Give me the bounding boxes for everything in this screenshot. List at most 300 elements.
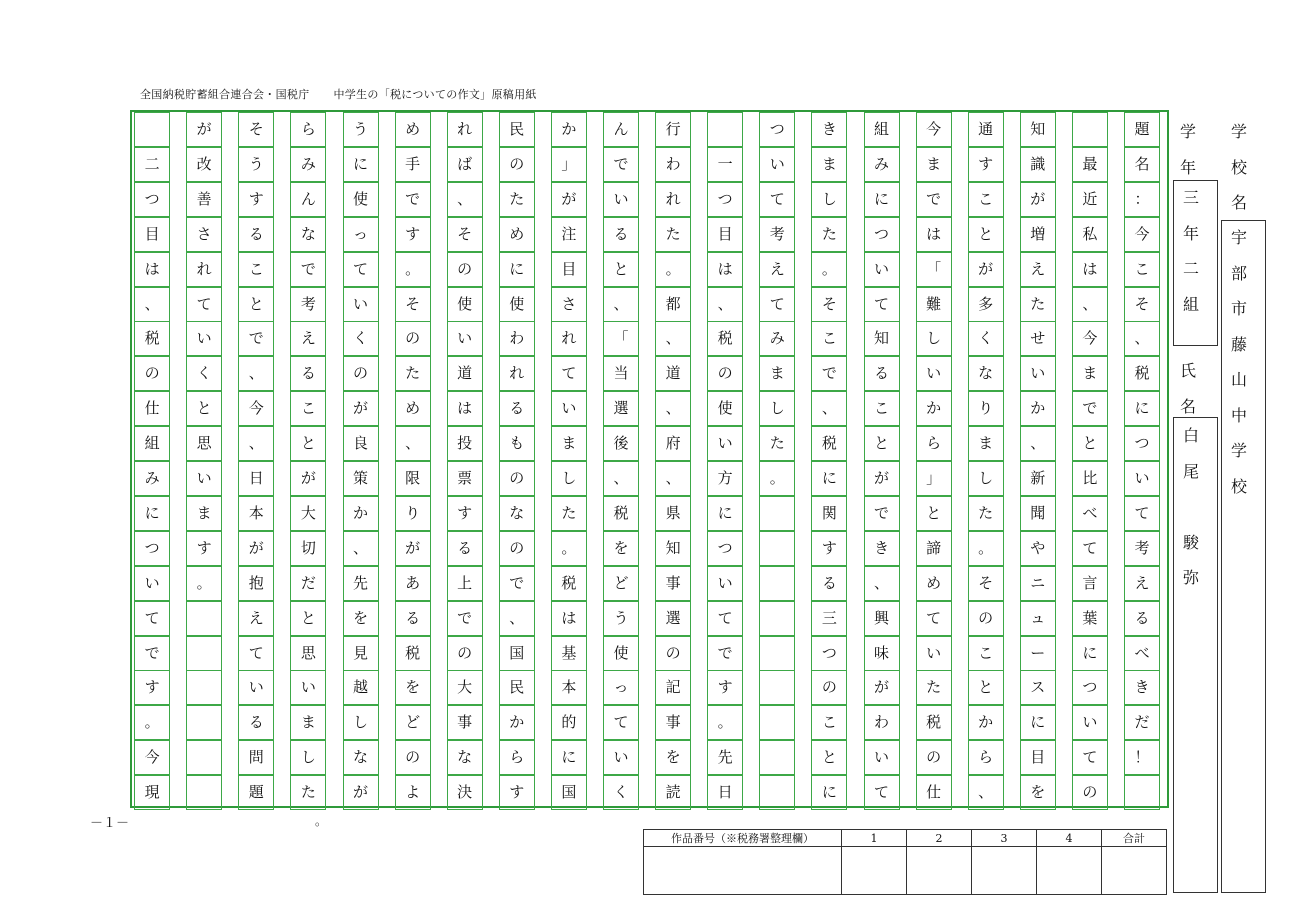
manuscript-cell: 、 (811, 391, 847, 426)
manuscript-cell: 仕 (134, 391, 170, 426)
manuscript-cell: る (499, 391, 535, 426)
manuscript-cell: た (499, 182, 535, 217)
manuscript-cell: 事 (447, 705, 483, 740)
manuscript-cell: に (811, 461, 847, 496)
manuscript-cell: が (968, 252, 1004, 287)
manuscript-cell: あ (395, 566, 431, 601)
manuscript-cell: 使 (447, 287, 483, 322)
manuscript-cell: い (916, 356, 952, 391)
manuscript-cell: た (655, 217, 691, 252)
manuscript-cell: 、 (864, 566, 900, 601)
manuscript-cell: し (290, 740, 326, 775)
manuscript-cell: す (707, 670, 743, 705)
manuscript-cell (759, 636, 795, 671)
form-header (140, 86, 537, 102)
manuscript-cell: 知 (864, 321, 900, 356)
manuscript-cell: だ (290, 566, 326, 601)
manuscript-cell: 題 (1124, 112, 1160, 147)
manuscript-cell: か (968, 705, 1004, 740)
manuscript-cell: は (707, 252, 743, 287)
manuscript-cell: い (864, 740, 900, 775)
manuscript-cell: な (343, 740, 379, 775)
manuscript-cell: 最 (1072, 147, 1108, 182)
manuscript-cell: め (395, 391, 431, 426)
manuscript-cell: 行 (655, 112, 691, 147)
manuscript-cell: 都 (655, 287, 691, 322)
manuscript-cell: が (1020, 182, 1056, 217)
manuscript-cell: 投 (447, 426, 483, 461)
manuscript-cell: 読 (655, 775, 691, 810)
manuscript-cell: 府 (655, 426, 691, 461)
manuscript-cell: の (1072, 775, 1108, 810)
manuscript-cell: て (238, 636, 274, 671)
work-number-cell-1[interactable] (842, 847, 907, 895)
manuscript-cell: 思 (186, 426, 222, 461)
manuscript-cell: り (395, 496, 431, 531)
manuscript-cell: そ (447, 217, 483, 252)
work-number-header-2: 2 (907, 830, 972, 847)
manuscript-cell: だ (1124, 705, 1160, 740)
manuscript-cell: め (499, 217, 535, 252)
manuscript-cell: 使 (343, 182, 379, 217)
manuscript-cell: め (395, 112, 431, 147)
manuscript-cell: な (499, 496, 535, 531)
manuscript-cell: 。 (707, 705, 743, 740)
manuscript-cell: 今 (1072, 321, 1108, 356)
manuscript-cell: 、 (447, 182, 483, 217)
manuscript-cell: う (238, 147, 274, 182)
manuscript-cell: で (707, 636, 743, 671)
manuscript-cell: 税 (811, 426, 847, 461)
manuscript-cell: 抱 (238, 566, 274, 601)
manuscript-cell: 記 (655, 670, 691, 705)
manuscript-cell: な (447, 740, 483, 775)
manuscript-cell: い (186, 321, 222, 356)
manuscript-cell: こ (1124, 252, 1160, 287)
manuscript-cell (707, 112, 743, 147)
manuscript-cell: る (447, 531, 483, 566)
manuscript-cell: が (864, 670, 900, 705)
manuscript-cell: て (603, 705, 639, 740)
manuscript-cell: に (1072, 636, 1108, 671)
manuscript-cell: の (499, 461, 535, 496)
manuscript-cell: 難 (916, 287, 952, 322)
name-value: 白 尾 駿 弥 (1183, 426, 1200, 587)
manuscript-cell: な (968, 356, 1004, 391)
manuscript-cell: え (1020, 252, 1056, 287)
manuscript-cell: 大 (447, 670, 483, 705)
manuscript-cell: す (968, 147, 1004, 182)
manuscript-cell: て (864, 775, 900, 810)
manuscript-cell: た (290, 775, 326, 810)
manuscript-cell: 。 (968, 531, 1004, 566)
manuscript-cell: い (447, 321, 483, 356)
manuscript-cell: 。 (811, 252, 847, 287)
work-number-header-1: 1 (842, 830, 907, 847)
manuscript-cell: る (603, 217, 639, 252)
organization-name: 全国納税貯蓄組合連合会・国税庁 (140, 88, 310, 101)
manuscript-cell: 」 (916, 461, 952, 496)
manuscript-cell: で (238, 321, 274, 356)
work-number-cell-total[interactable] (1102, 847, 1167, 895)
manuscript-cell: 本 (238, 496, 274, 531)
manuscript-cell: に (707, 496, 743, 531)
manuscript-cell: え (290, 321, 326, 356)
manuscript-cell: 「 (603, 321, 639, 356)
manuscript-cell: る (238, 217, 274, 252)
manuscript-cell: か (499, 705, 535, 740)
name-label: 氏 名 (1180, 361, 1197, 416)
manuscript-cell: す (186, 531, 222, 566)
manuscript-cell: し (916, 321, 952, 356)
manuscript-cell: し (551, 461, 587, 496)
manuscript-cell: る (1124, 601, 1160, 636)
manuscript-cell: は (447, 391, 483, 426)
manuscript-cell: で (864, 496, 900, 531)
manuscript-cell: で (603, 147, 639, 182)
manuscript-cell: こ (811, 705, 847, 740)
manuscript-cell: 考 (759, 217, 795, 252)
manuscript-cell: 。 (186, 566, 222, 601)
manuscript-cell: と (916, 496, 952, 531)
manuscript-cell: 増 (1020, 217, 1056, 252)
manuscript-cell: つ (707, 182, 743, 217)
manuscript-cell: め (916, 566, 952, 601)
manuscript-cell: ス (1020, 670, 1056, 705)
manuscript-cell: と (290, 426, 326, 461)
manuscript-cell: 通 (968, 112, 1004, 147)
stray-mark: 。 (315, 814, 328, 828)
manuscript-cell: 言 (1072, 566, 1108, 601)
manuscript-cell: と (864, 426, 900, 461)
manuscript-cell: 仕 (916, 775, 952, 810)
manuscript-cell: で (916, 182, 952, 217)
manuscript-cell: の (499, 147, 535, 182)
manuscript-cell: ん (290, 182, 326, 217)
manuscript-cell: そ (968, 566, 1004, 601)
manuscript-cell: ら (499, 740, 535, 775)
manuscript-cell: す (134, 670, 170, 705)
manuscript-cell: す (395, 217, 431, 252)
manuscript-cell: を (655, 740, 691, 775)
manuscript-cell: し (759, 391, 795, 426)
manuscript-cell: さ (551, 287, 587, 322)
manuscript-cell: っ (603, 670, 639, 705)
manuscript-cell: 考 (290, 287, 326, 322)
manuscript-cell: で (811, 356, 847, 391)
manuscript-cell: す (811, 531, 847, 566)
manuscript-cell: が (238, 531, 274, 566)
manuscript-cell: と (968, 217, 1004, 252)
manuscript-cell: 、 (603, 287, 639, 322)
manuscript-cell: ま (290, 705, 326, 740)
manuscript-cell: が (551, 182, 587, 217)
manuscript-cell: は (1072, 252, 1108, 287)
manuscript-cell: 組 (864, 112, 900, 147)
manuscript-cell: つ (134, 182, 170, 217)
manuscript-cell (759, 496, 795, 531)
manuscript-cell: た (916, 670, 952, 705)
manuscript-cell: に (551, 740, 587, 775)
manuscript-cell: つ (864, 217, 900, 252)
manuscript-cell: を (395, 670, 431, 705)
manuscript-cell: ら (916, 426, 952, 461)
manuscript-grid-frame (130, 110, 1169, 808)
manuscript-cell: た (395, 356, 431, 391)
manuscript-cell (1072, 112, 1108, 147)
manuscript-cell: 後 (603, 426, 639, 461)
manuscript-cell: 、 (134, 287, 170, 322)
manuscript-cell: 目 (134, 217, 170, 252)
grade-value: 三 年 二 組 (1183, 188, 1200, 314)
manuscript-cell: 大 (290, 496, 326, 531)
manuscript-cell: し (343, 705, 379, 740)
manuscript-cell: 改 (186, 147, 222, 182)
manuscript-cell: の (499, 531, 535, 566)
manuscript-cell: 今 (916, 112, 952, 147)
manuscript-cell: い (603, 182, 639, 217)
manuscript-cell: た (551, 496, 587, 531)
manuscript-cell: い (551, 391, 587, 426)
manuscript-cell: わ (499, 321, 535, 356)
manuscript-cell: 本 (551, 670, 587, 705)
manuscript-cell: の (395, 321, 431, 356)
manuscript-cell: 興 (864, 601, 900, 636)
manuscript-cell: 知 (655, 531, 691, 566)
manuscript-cell: す (499, 775, 535, 810)
work-number-cell-2[interactable] (907, 847, 972, 895)
manuscript-cell: み (759, 321, 795, 356)
manuscript-cell: 見 (343, 636, 379, 671)
manuscript-cell: 、 (1072, 287, 1108, 322)
manuscript-cell: に (864, 182, 900, 217)
manuscript-cell: 近 (1072, 182, 1108, 217)
manuscript-cell: い (707, 566, 743, 601)
manuscript-cell: 事 (655, 705, 691, 740)
manuscript-cell: れ (186, 252, 222, 287)
manuscript-cell: 二 (134, 147, 170, 182)
manuscript-cell: す (238, 182, 274, 217)
manuscript-cell: で (499, 566, 535, 601)
manuscript-cell: の (811, 670, 847, 705)
manuscript-cell: こ (811, 321, 847, 356)
manuscript-cell: 注 (551, 217, 587, 252)
manuscript-cell: こ (864, 391, 900, 426)
manuscript-cell: べ (1072, 496, 1108, 531)
manuscript-cell: こ (238, 252, 274, 287)
manuscript-cell: は (916, 217, 952, 252)
manuscript-cell: み (134, 461, 170, 496)
manuscript-cell: く (186, 356, 222, 391)
manuscript-cell: ら (968, 740, 1004, 775)
work-number-cell-4[interactable] (1037, 847, 1102, 895)
manuscript-cell: い (1124, 461, 1160, 496)
manuscript-cell: 道 (447, 356, 483, 391)
manuscript-cell: つ (1072, 670, 1108, 705)
page-number: －１－ (90, 816, 130, 831)
manuscript-cell: く (603, 775, 639, 810)
manuscript-cell: の (707, 356, 743, 391)
manuscript-cell: こ (968, 636, 1004, 671)
manuscript-cell: い (238, 670, 274, 705)
manuscript-cell: た (811, 217, 847, 252)
manuscript-cell: が (864, 461, 900, 496)
manuscript-cell: が (343, 391, 379, 426)
manuscript-cell: 、 (238, 426, 274, 461)
manuscript-cell: か (916, 391, 952, 426)
manuscript-cell: に (1124, 391, 1160, 426)
manuscript-cell: わ (655, 147, 691, 182)
manuscript-cell: き (864, 531, 900, 566)
manuscript-cell: 。 (759, 461, 795, 496)
manuscript-cell: り (968, 391, 1004, 426)
manuscript-cell: 当 (603, 356, 639, 391)
manuscript-cell: ま (186, 496, 222, 531)
manuscript-cell: 、 (395, 426, 431, 461)
manuscript-cell: 基 (551, 636, 587, 671)
manuscript-cell: て (759, 287, 795, 322)
manuscript-cell: 諦 (916, 531, 952, 566)
manuscript-cell: そ (811, 287, 847, 322)
manuscript-cell: の (655, 636, 691, 671)
manuscript-cell: 善 (186, 182, 222, 217)
manuscript-cell: そ (238, 112, 274, 147)
manuscript-cell: 新 (1020, 461, 1056, 496)
manuscript-cell: よ (395, 775, 431, 810)
manuscript-cell: 知 (1020, 112, 1056, 147)
manuscript-cell: 関 (811, 496, 847, 531)
manuscript-cell: 思 (290, 636, 326, 671)
manuscript-cell: と (238, 287, 274, 322)
manuscript-cell: 目 (707, 217, 743, 252)
manuscript-cell: 目 (1020, 740, 1056, 775)
manuscript-cell: 、 (603, 461, 639, 496)
manuscript-cell: る (811, 566, 847, 601)
manuscript-cell: い (603, 740, 639, 775)
manuscript-cell: 、 (343, 531, 379, 566)
manuscript-cell: 税 (134, 321, 170, 356)
manuscript-cell: か (343, 496, 379, 531)
manuscript-cell: 目 (551, 252, 587, 287)
manuscript-cell: を (1020, 775, 1056, 810)
manuscript-cell: る (238, 705, 274, 740)
manuscript-cell: 良 (343, 426, 379, 461)
manuscript-cell: つ (707, 531, 743, 566)
manuscript-cell: ら (290, 112, 326, 147)
manuscript-cell: 的 (551, 705, 587, 740)
manuscript-cell: る (290, 356, 326, 391)
manuscript-cell: 多 (968, 287, 1004, 322)
manuscript-cell: 。 (134, 705, 170, 740)
manuscript-cell: 、 (1124, 321, 1160, 356)
manuscript-cell: え (238, 601, 274, 636)
manuscript-cell (759, 740, 795, 775)
manuscript-cell: 識 (1020, 147, 1056, 182)
school-label: 学 校 名 (1231, 122, 1248, 212)
manuscript-cell: の (395, 740, 431, 775)
manuscript-cell: み (864, 147, 900, 182)
manuscript-cell: ま (1072, 356, 1108, 391)
manuscript-cell: く (343, 321, 379, 356)
manuscript-cell: は (551, 601, 587, 636)
manuscript-cell: 決 (447, 775, 483, 810)
manuscript-cell: 、 (1020, 426, 1056, 461)
school-value: 宇 部 市 藤 山 中 学 校 (1231, 228, 1248, 496)
manuscript-cell: か (1020, 391, 1056, 426)
manuscript-cell: 問 (238, 740, 274, 775)
manuscript-cell: 民 (499, 670, 535, 705)
grade-label: 学 年 (1180, 122, 1197, 177)
manuscript-cell: を (343, 601, 379, 636)
manuscript-cell: て (134, 601, 170, 636)
manuscript-cell: の (343, 356, 379, 391)
manuscript-cell: 一 (707, 147, 743, 182)
manuscript-cell: ま (551, 426, 587, 461)
manuscript-cell: で (1072, 391, 1108, 426)
manuscript-cell: 選 (655, 601, 691, 636)
manuscript-cell: 日 (238, 461, 274, 496)
manuscript-cell: 「 (916, 252, 952, 287)
work-number-table (643, 829, 1167, 895)
manuscript-cell: を (603, 531, 639, 566)
manuscript-cell: い (916, 636, 952, 671)
manuscript-cell: て (864, 287, 900, 322)
manuscript-cell: で (290, 252, 326, 287)
manuscript-cell: 民 (499, 112, 535, 147)
manuscript-cell: 現 (134, 775, 170, 810)
manuscript-cell: て (916, 601, 952, 636)
manuscript-cell: 選 (603, 391, 639, 426)
manuscript-cell: 国 (551, 775, 587, 810)
manuscript-cell: つ (1124, 426, 1160, 461)
manuscript-cell: い (290, 670, 326, 705)
manuscript-cell: こ (968, 182, 1004, 217)
manuscript-cell: て (186, 287, 222, 322)
manuscript-cell (1124, 775, 1160, 810)
manuscript-cell: い (1072, 705, 1108, 740)
manuscript-cell: も (499, 426, 535, 461)
manuscript-cell: 。 (655, 252, 691, 287)
manuscript-cell: 今 (238, 391, 274, 426)
manuscript-cell (186, 636, 222, 671)
manuscript-cell: ん (603, 112, 639, 147)
manuscript-cell: 策 (343, 461, 379, 496)
manuscript-cell: 題 (238, 775, 274, 810)
manuscript-cell: た (1020, 287, 1056, 322)
manuscript-cell: 考 (1124, 531, 1160, 566)
manuscript-cell: や (1020, 531, 1056, 566)
manuscript-cell: う (343, 112, 379, 147)
manuscript-cell: 今 (1124, 217, 1160, 252)
manuscript-cell: 聞 (1020, 496, 1056, 531)
manuscript-cell: 税 (395, 636, 431, 671)
manuscript-cell: ！ (1124, 740, 1160, 775)
manuscript-cell: 、 (655, 321, 691, 356)
manuscript-cell: べ (1124, 636, 1160, 671)
work-number-cell-3[interactable] (972, 847, 1037, 895)
manuscript-cell (759, 531, 795, 566)
manuscript-cell: う (603, 601, 639, 636)
manuscript-cell: 味 (864, 636, 900, 671)
manuscript-cell: え (759, 252, 795, 287)
manuscript-cell: 税 (551, 566, 587, 601)
manuscript-cell (759, 566, 795, 601)
manuscript-cell: の (916, 740, 952, 775)
manuscript-cell: す (447, 496, 483, 531)
manuscript-cell: 使 (499, 287, 535, 322)
manuscript-cell: 切 (290, 531, 326, 566)
manuscript-cell: で (447, 601, 483, 636)
